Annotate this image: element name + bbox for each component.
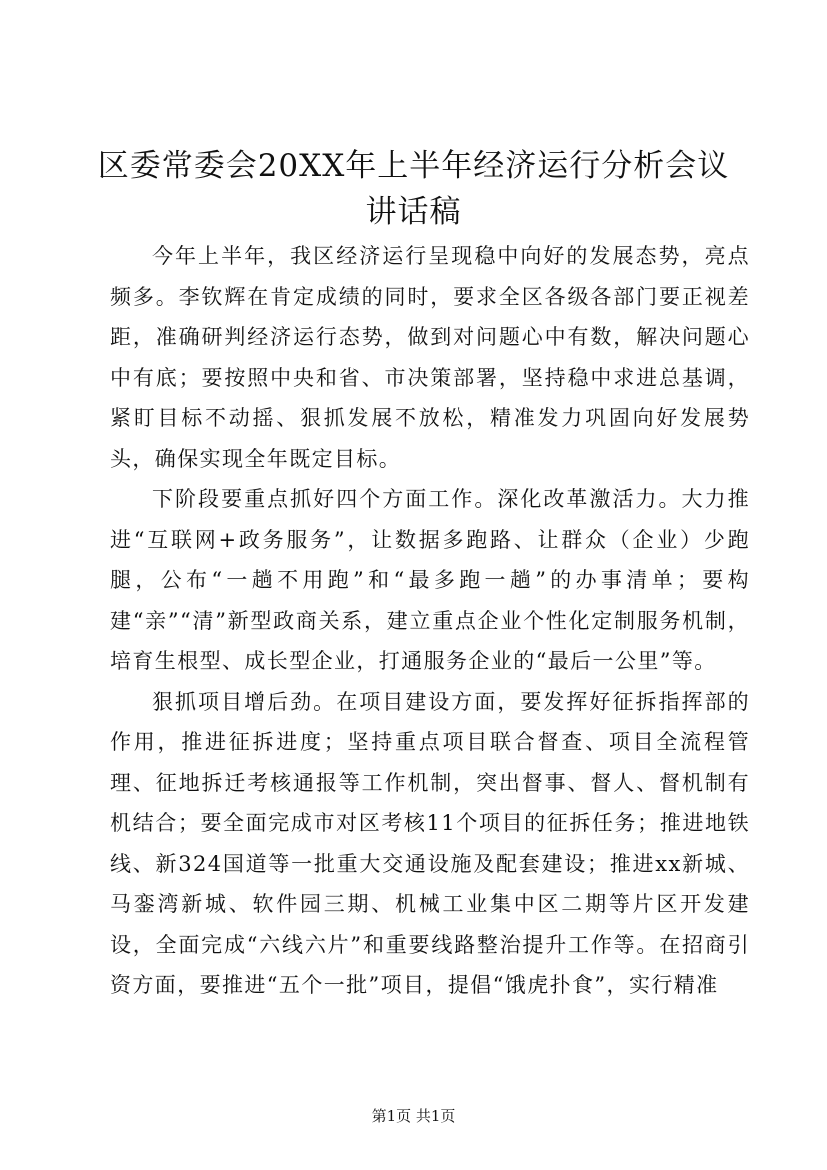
document-body [110, 236, 750, 1006]
document-title [60, 143, 767, 235]
title-line-1: 区委常委会20XX年上半年经济运行分析会议 [97, 148, 730, 184]
paragraph-2: 下阶段要重点抓好四个方面工作。深化改革激活力。大力推进“互联网+政务服务”，让数据多跑路、让群众（企业）少跑腿，公布“一趟不用跑”和“最多跑一趟”的办事清单；要构建“亲”“清”新型政商关系，建立重点企业个性化定制服务机制，培育生根型、成长型企业，打通服务企业的“最后一公里”等。 [110, 487, 750, 673]
paragraph-1: 今年上半年，我区经济运行呈现稳中向好的发展态势，亮点频多。李钦辉在肯定成绩的同时，要求全区各级各部门要正视差距，准确研判经济运行态势，做到对问题心中有数，解决问题心中有底；要按照中央和省、市决策部署，坚持稳中求进总基调，紧盯目标不动摇、狠抓发展不放松，精准发力巩固向好发展势头，确保实现全年既定目标。 [110, 244, 750, 471]
title-line-2: 讲话稿 [365, 194, 462, 230]
paragraph-3: 狠抓项目增后劲。在项目建设方面，要发挥好征拆指挥部的作用，推进征拆进度；坚持重点项目联合督查、项目全流程管理、征地拆迁考核通报等工作机制，突出督事、督人、督机制有机结合；要全面完成市对区考核11个项目的征拆任务；推进地铁线、新324国道等一批重大交通设施及配套建设；推进xx新城、马銮湾新城、软件园三期、机械工业集中区二期等片区开发建设，全面完成“六线六片”和重要线路整治提升工作等。在招商引资方面，要推进“五个一批”项目，提倡“饿虎扑食”，实行精准 [110, 689, 750, 997]
page-footer: 第1页 共1页 [371, 1107, 456, 1125]
